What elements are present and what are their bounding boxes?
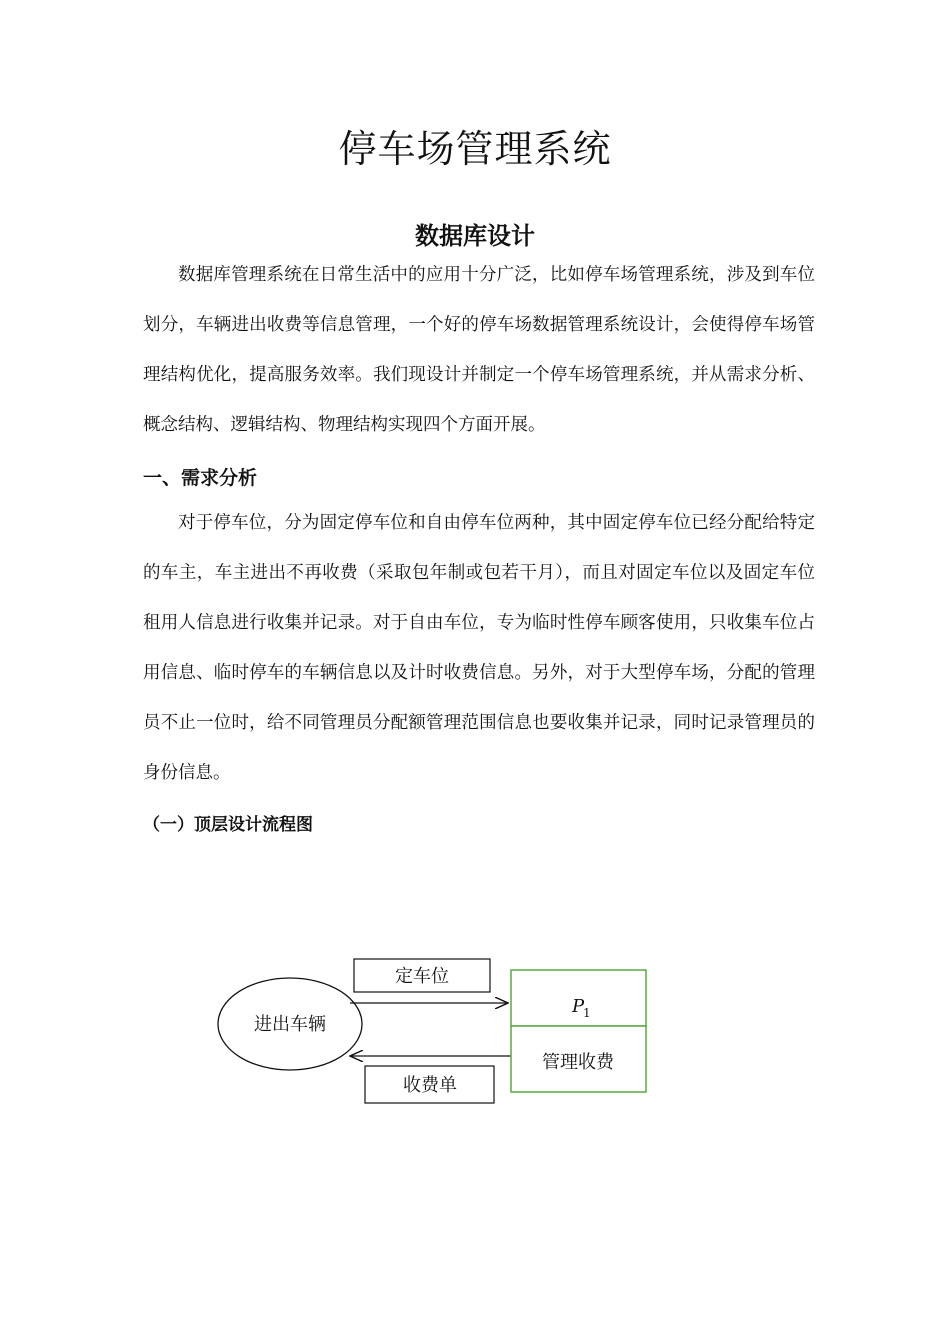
dataflow-in	[350, 959, 508, 1003]
top-level-flowchart	[0, 940, 950, 1130]
process-label: 管理收费	[542, 1052, 614, 1073]
subsection-heading-flowchart: （一）顶层设计流程图	[143, 815, 313, 835]
document-subtitle: 数据库设计	[415, 222, 535, 250]
flow-in-label: 定车位	[395, 966, 449, 987]
external-entity-vehicles	[218, 978, 362, 1070]
flow-out-label: 收费单	[403, 1075, 457, 1096]
section-heading-requirements: 一、需求分析	[143, 467, 258, 489]
document-title: 停车场管理系统	[338, 127, 612, 171]
entity-label: 进出车辆	[254, 1014, 326, 1035]
process-id-subscript: 1	[583, 1006, 591, 1020]
process-id-letter: P	[572, 996, 585, 1017]
process-p1	[511, 970, 646, 1092]
dataflow-out	[350, 1056, 511, 1103]
intro-paragraph: 数据库管理系统在日常生活中的应用十分广泛，比如停车场管理系统，涉及到车位划分，车辆进出收费等信息管理，一个好的停车场数据管理系统设计，会使得停车场管理结构优化，提高服务效率。我们现设计并制定一个停车场管理系统，并从需求分析、概念结构、逻辑结构、物理结构实现四个方面开展。	[143, 265, 815, 435]
requirements-paragraph: 对于停车位，分为固定停车位和自由停车位两种，其中固定停车位已经分配给特定的车主，车主进出不再收费（采取包年制或包若干月），而且对固定车位以及固定车位租用人信息进行收集并记录。对于自由车位，专为临时性停车顾客使用，只收集车位占用信息、临时停车的车辆信息以及计时收费信息。另外，对于大型停车场，分配的管理员不止一位时，给不同管理员分配额管理范围信息也要收集并记录，同时记录管理员的身份信息。	[143, 513, 815, 783]
